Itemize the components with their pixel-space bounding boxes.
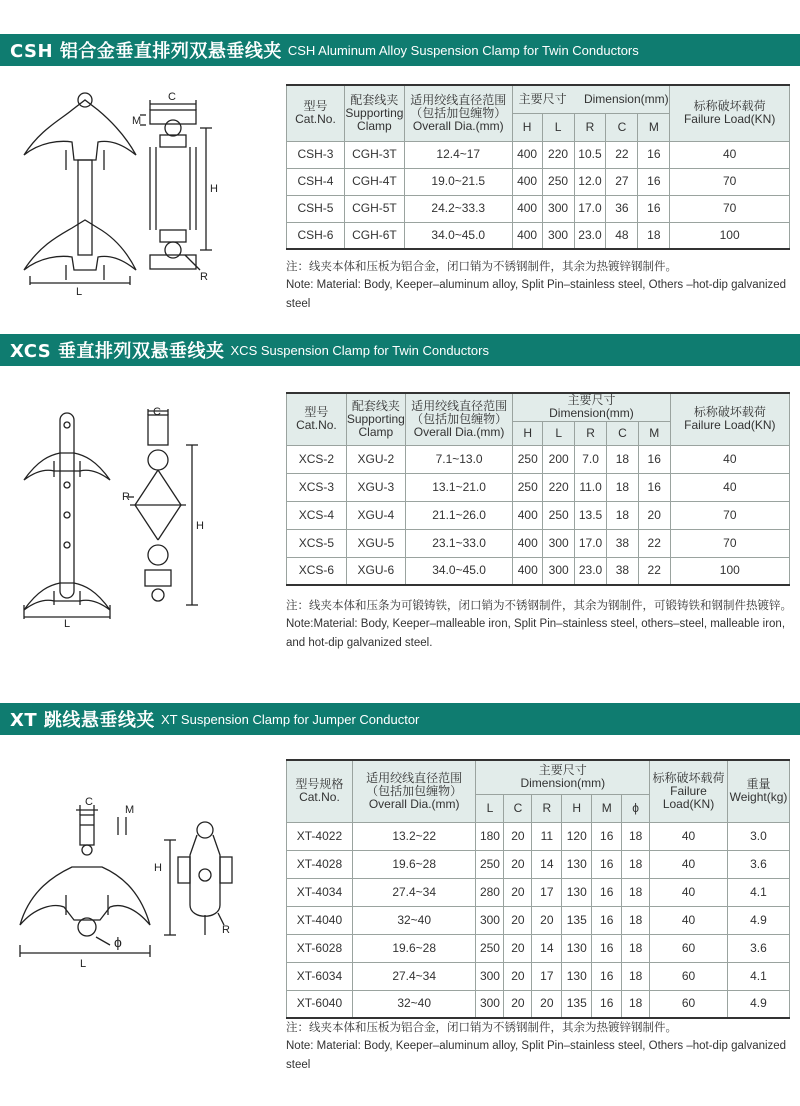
table-cell: 300 [543, 529, 575, 557]
table-cell: 20 [532, 906, 562, 934]
table-cell: CSH-4 [287, 168, 345, 195]
table-cell: 22 [638, 529, 670, 557]
table-cell: 130 [562, 934, 592, 962]
table-row [287, 822, 790, 850]
csh-dim-header-2: R [574, 113, 606, 141]
table-cell: 27.4~34 [352, 878, 476, 906]
table-cell: 40 [670, 141, 790, 168]
table-cell: 130 [562, 878, 592, 906]
table-cell: CSH-3 [287, 141, 345, 168]
table-cell: 40 [650, 878, 728, 906]
xt-header-cat: 型号规格 Cat.No. [287, 760, 353, 822]
table-cell: XGU-6 [346, 557, 405, 585]
table-cell: 250 [543, 501, 575, 529]
table-row [287, 962, 790, 990]
csh-header-cat: 型号 Cat.No. [287, 85, 345, 141]
table-row [287, 934, 790, 962]
csh-dim-header-4: M [638, 113, 670, 141]
table-row [287, 906, 790, 934]
xcs-dim-header-1: L [543, 421, 575, 445]
csh-drawing [10, 80, 275, 305]
xcs-body [287, 445, 790, 585]
table-cell: XGU-2 [346, 445, 405, 473]
xcs-note-en: Note:Material: Body, Keeper–malleable iron, Split Pin–stainless steel, others–steel, malleable iron, and hot-dip galvanized steel. [286, 618, 786, 649]
table-cell: 16 [638, 141, 670, 168]
table-cell: 60 [650, 990, 728, 1018]
table-cell: 400 [513, 529, 543, 557]
table-cell: 17 [532, 878, 562, 906]
table-cell: 130 [562, 962, 592, 990]
table-cell: 400 [512, 195, 542, 222]
table-cell: 4.1 [727, 878, 789, 906]
csh-label-r: R [200, 271, 208, 283]
xt-header-weight: 重量 Weight(kg) [727, 760, 789, 822]
table-cell: 20 [638, 501, 670, 529]
csh-section-banner [0, 34, 800, 66]
csh-dim-header-1: L [542, 113, 574, 141]
table-cell: 7.1~13.0 [405, 445, 512, 473]
xt-dim-header-0: L [476, 794, 504, 822]
table-cell: 135 [562, 906, 592, 934]
xcs-dim-header-4: M [638, 421, 670, 445]
table-cell: 23.0 [575, 557, 607, 585]
table-cell: 34.0~45.0 [405, 557, 512, 585]
table-cell: 18 [607, 445, 639, 473]
table-cell: 38 [607, 529, 639, 557]
xcs-section-banner [0, 334, 800, 366]
table-cell: XCS-2 [287, 445, 347, 473]
xcs-title-zh: XCS 垂直排列双悬垂线夹 [10, 341, 225, 362]
table-cell: 250 [513, 473, 543, 501]
table-cell: 16 [638, 473, 670, 501]
xt-dim-header-1: C [504, 794, 532, 822]
table-cell: 4.1 [727, 962, 789, 990]
table-cell: 120 [562, 822, 592, 850]
table-cell: 40 [650, 850, 728, 878]
table-cell: XT-4040 [287, 906, 353, 934]
table-cell: XCS-5 [287, 529, 347, 557]
xcs-label-h: H [196, 520, 204, 532]
xt-body [287, 822, 790, 1018]
table-cell: 22 [638, 557, 670, 585]
table-cell: 21.1~26.0 [405, 501, 512, 529]
csh-body [287, 141, 790, 249]
xcs-spec-table [286, 392, 790, 586]
table-cell: 70 [670, 195, 790, 222]
table-cell: 400 [513, 501, 543, 529]
table-cell: 200 [543, 445, 575, 473]
table-cell: 300 [542, 195, 574, 222]
table-row [287, 529, 790, 557]
table-cell: XT-6034 [287, 962, 353, 990]
table-cell: 38 [607, 557, 639, 585]
table-cell: 10.5 [574, 141, 606, 168]
table-row [287, 501, 790, 529]
table-cell: XCS-3 [287, 473, 347, 501]
csh-header-dimension-zh: 主要尺寸 [518, 91, 567, 106]
table-row [287, 222, 790, 249]
table-cell: 24.2~33.3 [404, 195, 512, 222]
table-cell: 20 [504, 850, 532, 878]
table-cell: 70 [670, 501, 789, 529]
table-cell: 16 [592, 962, 622, 990]
xcs-dim-header-0: H [513, 421, 543, 445]
table-cell: 60 [650, 962, 728, 990]
table-cell: CGH-3T [344, 141, 404, 168]
table-cell: 16 [638, 445, 670, 473]
table-cell: 300 [543, 557, 575, 585]
table-row [287, 141, 790, 168]
table-cell: 27 [606, 168, 638, 195]
table-cell: 18 [622, 878, 650, 906]
table-cell: 40 [650, 822, 728, 850]
xt-label-phi: ϕ [114, 934, 122, 950]
table-cell: 20 [532, 990, 562, 1018]
csh-header-dimension-en: Dimension(mm) [583, 91, 669, 106]
table-cell: CGH-5T [344, 195, 404, 222]
table-cell: 70 [670, 529, 789, 557]
table-cell: 400 [512, 168, 542, 195]
csh-header-supporting: 配套线夹 Supporting Clamp [344, 85, 404, 141]
xt-note-zh: 注：线夹本体和压板为铝合金，闭口销为不锈钢制件，其余为热镀锌钢制件。 [286, 1020, 677, 1034]
xt-header-dimension [476, 760, 650, 794]
table-cell: 400 [512, 141, 542, 168]
xcs-note-zh: 注：线夹本体和压条为可锻铸铁，闭口销为不锈钢制件，其余为钢制件，可锻铸铁和钢制件热镀锌。 [286, 598, 792, 612]
csh-label-l: L [76, 286, 83, 298]
table-cell: 48 [606, 222, 638, 249]
table-cell: 300 [476, 962, 504, 990]
table-cell: 18 [622, 990, 650, 1018]
xt-note-en: Note: Material: Body, Keeper–aluminum alloy, Split Pin–stainless steel, Others –hot-dip galvanized steel [286, 1040, 787, 1071]
table-cell: XGU-4 [346, 501, 405, 529]
table-cell: 27.4~34 [352, 962, 476, 990]
table-cell: 280 [476, 878, 504, 906]
table-cell: 18 [622, 906, 650, 934]
table-cell: 70 [670, 168, 790, 195]
xt-dim-header-5: ϕ [622, 794, 650, 822]
table-cell: 12.4~17 [404, 141, 512, 168]
table-cell: 16 [592, 906, 622, 934]
table-cell: 250 [476, 934, 504, 962]
table-cell: 250 [476, 850, 504, 878]
xt-note [286, 1018, 798, 1075]
xt-label-r: R [222, 924, 230, 936]
xcs-note [286, 596, 798, 653]
table-cell: 16 [592, 990, 622, 1018]
xcs-label-c: C [153, 406, 161, 418]
xcs-title-en: XCS Suspension Clamp for Twin Conductors [230, 342, 489, 358]
csh-title-en: CSH Aluminum Alloy Suspension Clamp for Twin Conductors [287, 42, 639, 58]
xt-drawing [10, 795, 275, 975]
table-cell: 16 [592, 822, 622, 850]
table-cell: 18 [622, 962, 650, 990]
csh-dim-header-3: C [606, 113, 638, 141]
xt-label-m: M [125, 804, 135, 816]
table-cell: 135 [562, 990, 592, 1018]
table-cell: 220 [543, 473, 575, 501]
table-cell: 20 [504, 962, 532, 990]
table-cell: CGH-4T [344, 168, 404, 195]
table-cell: 13.2~22 [352, 822, 476, 850]
table-cell: 16 [592, 850, 622, 878]
csh-dim-header-0: H [512, 113, 542, 141]
table-cell: 40 [650, 906, 728, 934]
xt-header-failure: 标称破坏载荷 Failure Load(KN) [650, 760, 728, 822]
csh-label-c: C [168, 91, 176, 103]
table-cell: XT-6040 [287, 990, 353, 1018]
table-cell: CGH-6T [344, 222, 404, 249]
table-cell: 19.0~21.5 [404, 168, 512, 195]
table-cell: 7.0 [575, 445, 607, 473]
table-cell: 130 [562, 850, 592, 878]
table-row [287, 878, 790, 906]
table-cell: 20 [504, 906, 532, 934]
xt-section-banner [0, 703, 800, 735]
table-cell: XT-6028 [287, 934, 353, 962]
table-cell: XT-4028 [287, 850, 353, 878]
table-cell: 18 [638, 222, 670, 249]
xt-label-l: L [80, 958, 87, 970]
csh-header-overall: 适用绞线直径范围 （包括加包缠物） Overall Dia.(mm) [404, 85, 512, 141]
table-cell: 23.0 [574, 222, 606, 249]
csh-header-dimension [512, 85, 670, 113]
table-cell: 13.5 [575, 501, 607, 529]
table-cell: 16 [638, 168, 670, 195]
xcs-header-supporting: 配套线夹 Supporting Clamp [346, 393, 405, 445]
table-row [287, 557, 790, 585]
table-cell: 20 [504, 990, 532, 1018]
table-cell: 17.0 [575, 529, 607, 557]
table-row [287, 990, 790, 1018]
table-row [287, 850, 790, 878]
table-cell: 18 [622, 850, 650, 878]
table-cell: 400 [513, 557, 543, 585]
table-cell: XT-4034 [287, 878, 353, 906]
table-cell: 40 [670, 473, 789, 501]
table-cell: 34.0~45.0 [404, 222, 512, 249]
xt-header-overall: 适用绞线直径范围 （包括加包缠物） Overall Dia.(mm) [352, 760, 476, 822]
table-cell: 4.9 [727, 990, 789, 1018]
table-cell: 40 [670, 445, 789, 473]
csh-note-zh: 注：线夹本体和压板为铝合金，闭口销为不锈钢制件，其余为热镀锌钢制件。 [286, 259, 677, 273]
csh-label-h: H [210, 183, 218, 195]
table-cell: 14 [532, 850, 562, 878]
table-cell: 220 [542, 141, 574, 168]
table-cell: CSH-6 [287, 222, 345, 249]
table-cell: 17 [532, 962, 562, 990]
table-cell: 18 [622, 822, 650, 850]
table-cell: 20 [504, 934, 532, 962]
table-row [287, 445, 790, 473]
table-cell: XT-4022 [287, 822, 353, 850]
xcs-header-failure: 标称破坏载荷 Failure Load(KN) [670, 393, 789, 445]
xt-header-dimension-en: Dimension(mm) [520, 776, 606, 791]
csh-note-en: Note: Material: Body, Keeper–aluminum alloy, Split Pin–stainless steel, Others –hot-dip galvanized steel [286, 279, 787, 310]
table-cell: 300 [476, 990, 504, 1018]
table-cell: 17.0 [574, 195, 606, 222]
table-cell: 60 [650, 934, 728, 962]
table-cell: 100 [670, 222, 790, 249]
xt-label-h: H [154, 862, 162, 874]
xt-spec-table [286, 759, 790, 1019]
table-cell: 250 [542, 168, 574, 195]
table-cell: 3.6 [727, 934, 789, 962]
table-cell: 20 [504, 822, 532, 850]
xt-label-c: C [85, 796, 93, 808]
table-cell: 13.1~21.0 [405, 473, 512, 501]
table-cell: 180 [476, 822, 504, 850]
table-cell: 19.6~28 [352, 850, 476, 878]
csh-note [286, 257, 798, 314]
xt-header-dimension-zh: 主要尺寸 [538, 763, 587, 778]
table-cell: 14 [532, 934, 562, 962]
table-cell: 18 [622, 934, 650, 962]
table-cell: 18 [607, 501, 639, 529]
table-cell: 3.0 [727, 822, 789, 850]
table-cell: XGU-3 [346, 473, 405, 501]
xt-dim-header-2: R [532, 794, 562, 822]
table-cell: 11.0 [575, 473, 607, 501]
csh-label-m: M [132, 115, 142, 127]
csh-title-zh: CSH 铝合金垂直排列双悬垂线夹 [10, 41, 282, 62]
xt-dim-header-4: M [592, 794, 622, 822]
xcs-drawing [10, 405, 280, 630]
table-cell: XGU-5 [346, 529, 405, 557]
table-row [287, 168, 790, 195]
table-cell: 22 [606, 141, 638, 168]
table-cell: 16 [638, 195, 670, 222]
table-cell: 19.6~28 [352, 934, 476, 962]
xcs-dim-header-3: C [607, 421, 639, 445]
xcs-label-l: L [64, 618, 71, 630]
table-cell: 12.0 [574, 168, 606, 195]
xcs-header-overall: 适用绞线直径范围 （包括加包缠物） Overall Dia.(mm) [405, 393, 512, 445]
table-cell: XCS-6 [287, 557, 347, 585]
table-cell: 36 [606, 195, 638, 222]
table-cell: XCS-4 [287, 501, 347, 529]
xt-dim-header-3: H [562, 794, 592, 822]
table-cell: 20 [504, 878, 532, 906]
table-cell: 3.6 [727, 850, 789, 878]
table-cell: 16 [592, 934, 622, 962]
table-cell: 100 [670, 557, 789, 585]
table-cell: 16 [592, 878, 622, 906]
table-row [287, 195, 790, 222]
table-cell: 32~40 [352, 906, 476, 934]
table-cell: CSH-5 [287, 195, 345, 222]
csh-spec-table [286, 84, 790, 250]
table-cell: 250 [513, 445, 543, 473]
xt-title-zh: XT 跳线悬垂线夹 [10, 710, 155, 731]
table-cell: 4.9 [727, 906, 789, 934]
table-cell: 32~40 [352, 990, 476, 1018]
xcs-header-dimension [513, 393, 670, 421]
csh-header-failure: 标称破坏载荷 Failure Load(KN) [670, 85, 790, 141]
xcs-dim-header-2: R [575, 421, 607, 445]
table-cell: 18 [607, 473, 639, 501]
xcs-label-r: R [122, 491, 130, 503]
table-cell: 300 [476, 906, 504, 934]
table-cell: 23.1~33.0 [405, 529, 512, 557]
table-cell: 300 [542, 222, 574, 249]
xcs-header-dimension-zh: 主要尺寸 [567, 393, 616, 408]
xt-title-en: XT Suspension Clamp for Jumper Conductor [160, 711, 420, 727]
table-cell: 11 [532, 822, 562, 850]
xcs-header-cat: 型号 Cat.No. [287, 393, 347, 445]
xcs-header-dimension-en: Dimension(mm) [549, 406, 634, 421]
table-row [287, 473, 790, 501]
table-cell: 400 [512, 222, 542, 249]
